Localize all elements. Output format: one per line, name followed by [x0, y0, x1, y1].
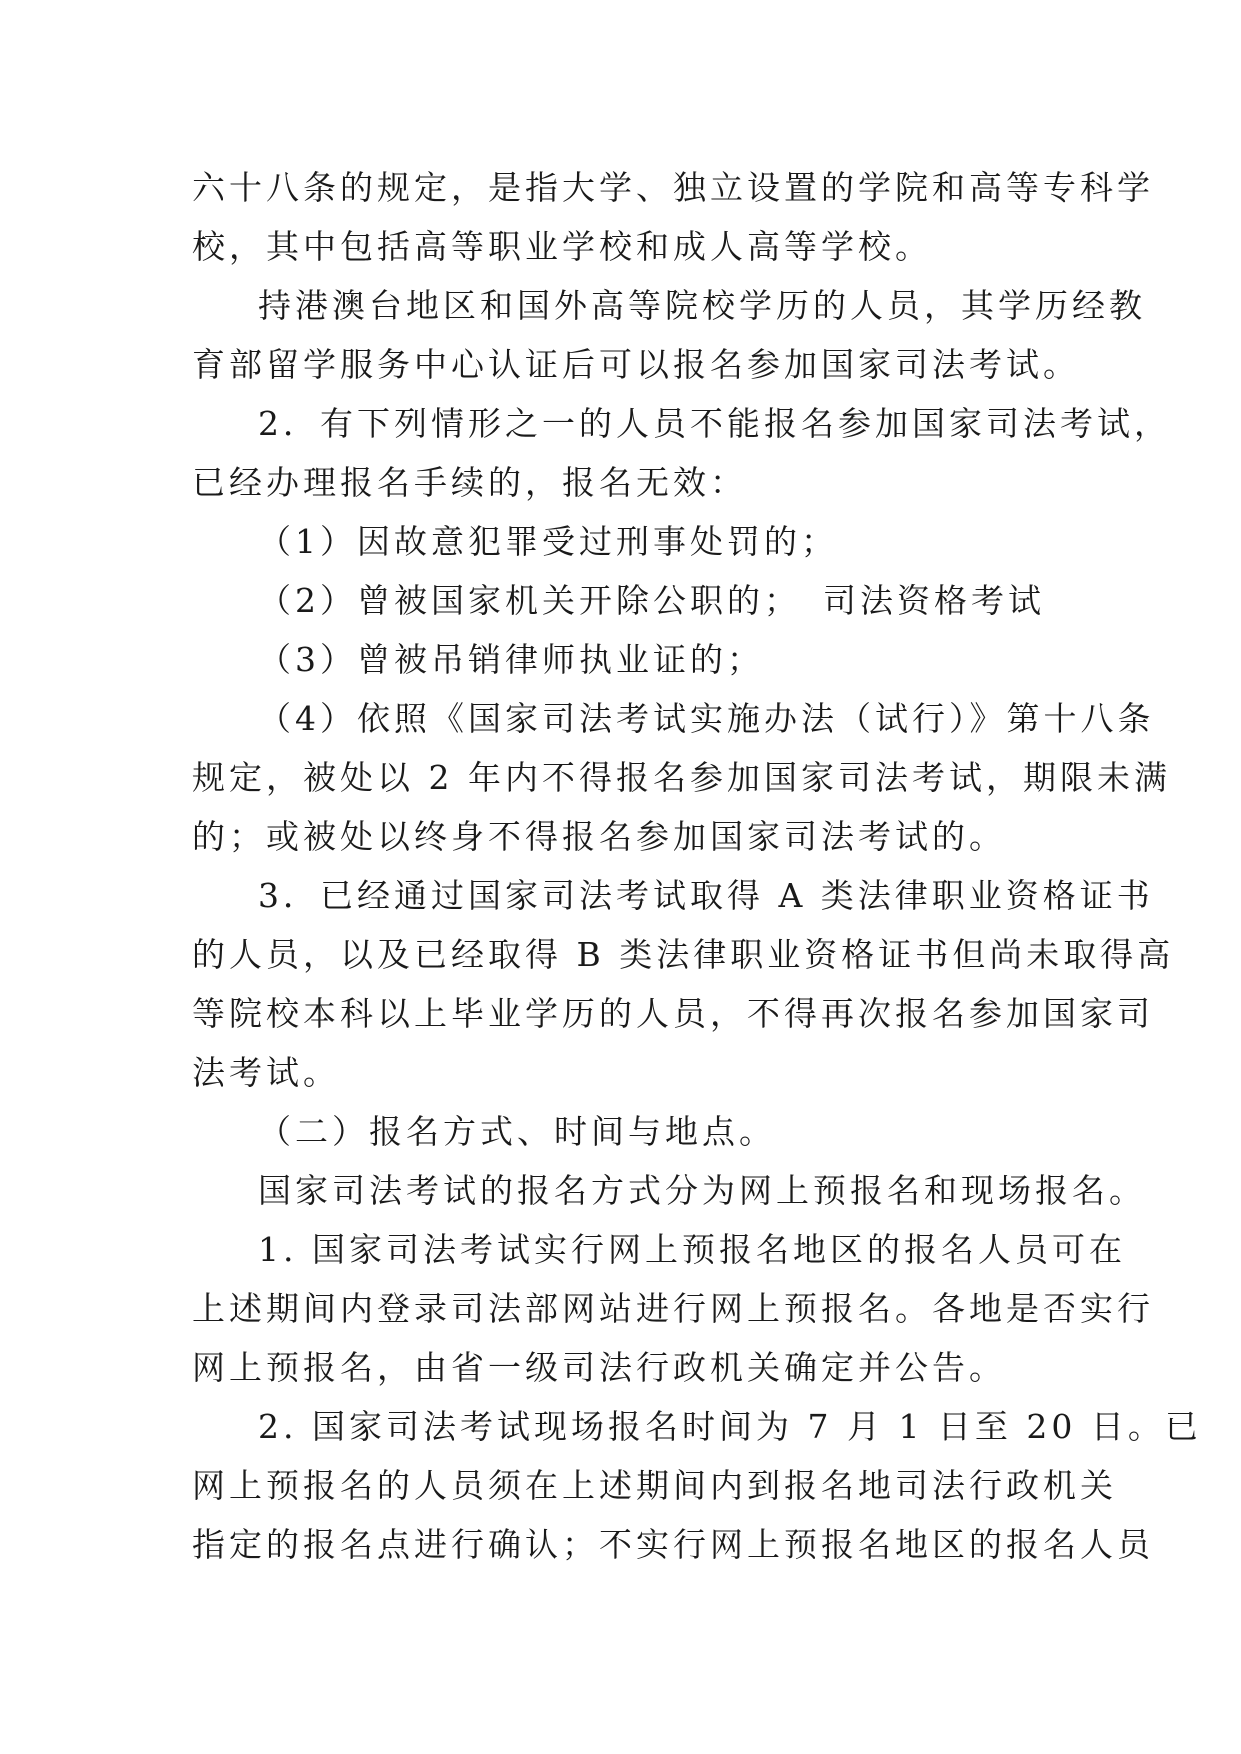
text-line-5: 2．有下列情形之一的人员不能报名参加国家司法考试，	[258, 404, 1171, 443]
text-line-1: 六十八条的规定，是指大学、独立设置的学院和高等专科学	[192, 168, 1154, 207]
text-line-14: 的人员，以及已经取得 B 类法律职业资格证书但尚未取得高	[192, 935, 1175, 974]
text-line-11: 规定，被处以 2 年内不得报名参加国家司法考试，期限未满	[192, 758, 1171, 797]
text-line-3: 持港澳台地区和国外高等院校学历的人员，其学历经教	[258, 286, 1146, 325]
text-line-8-main: （2）曾被国家机关开除公职的；	[258, 581, 801, 620]
text-line-12: 的；或被处以终身不得报名参加国家司法考试的。	[192, 817, 1006, 856]
text-line-8	[192, 571, 1062, 630]
text-line-16: 法考试。	[192, 1053, 340, 1092]
text-line-6: 已经办理报名手续的，报名无效：	[192, 463, 747, 502]
document-body	[192, 158, 1202, 1574]
text-line-10: （4）依照《国家司法考试实施办法（试行）》第十八条	[258, 699, 1155, 738]
text-line-20: 上述期间内登录司法部网站进行网上预报名。各地是否实行	[192, 1289, 1154, 1328]
text-line-23: 网上预报名的人员须在上述期间内到报名地司法行政机关	[192, 1466, 1117, 1505]
text-line-7: （1）因故意犯罪受过刑事处罚的；	[258, 522, 838, 561]
text-line-22: 2. 国家司法考试现场报名时间为 7 月 1 日至 20 日。已	[258, 1407, 1202, 1446]
text-line-18: 国家司法考试的报名方式分为网上预报名和现场报名。	[258, 1171, 1146, 1210]
text-line-2: 校，其中包括高等职业学校和成人高等学校。	[192, 227, 932, 266]
text-line-8-extra: 司法资格考试	[823, 581, 1045, 620]
text-line-21: 网上预报名，由省一级司法行政机关确定并公告。	[192, 1348, 1006, 1387]
text-line-4: 育部留学服务中心认证后可以报名参加国家司法考试。	[192, 345, 1080, 384]
text-line-24: 指定的报名点进行确认；不实行网上预报名地区的报名人员	[192, 1525, 1154, 1564]
text-line-9: （3）曾被吊销律师执业证的；	[258, 640, 764, 679]
text-line-13: 3．已经通过国家司法考试取得 A 类法律职业资格证书	[258, 876, 1154, 915]
text-line-17: （二）报名方式、时间与地点。	[258, 1112, 776, 1151]
text-line-15: 等院校本科以上毕业学历的人员，不得再次报名参加国家司	[192, 994, 1154, 1033]
text-line-19: 1. 国家司法考试实行网上预报名地区的报名人员可在	[258, 1230, 1126, 1269]
